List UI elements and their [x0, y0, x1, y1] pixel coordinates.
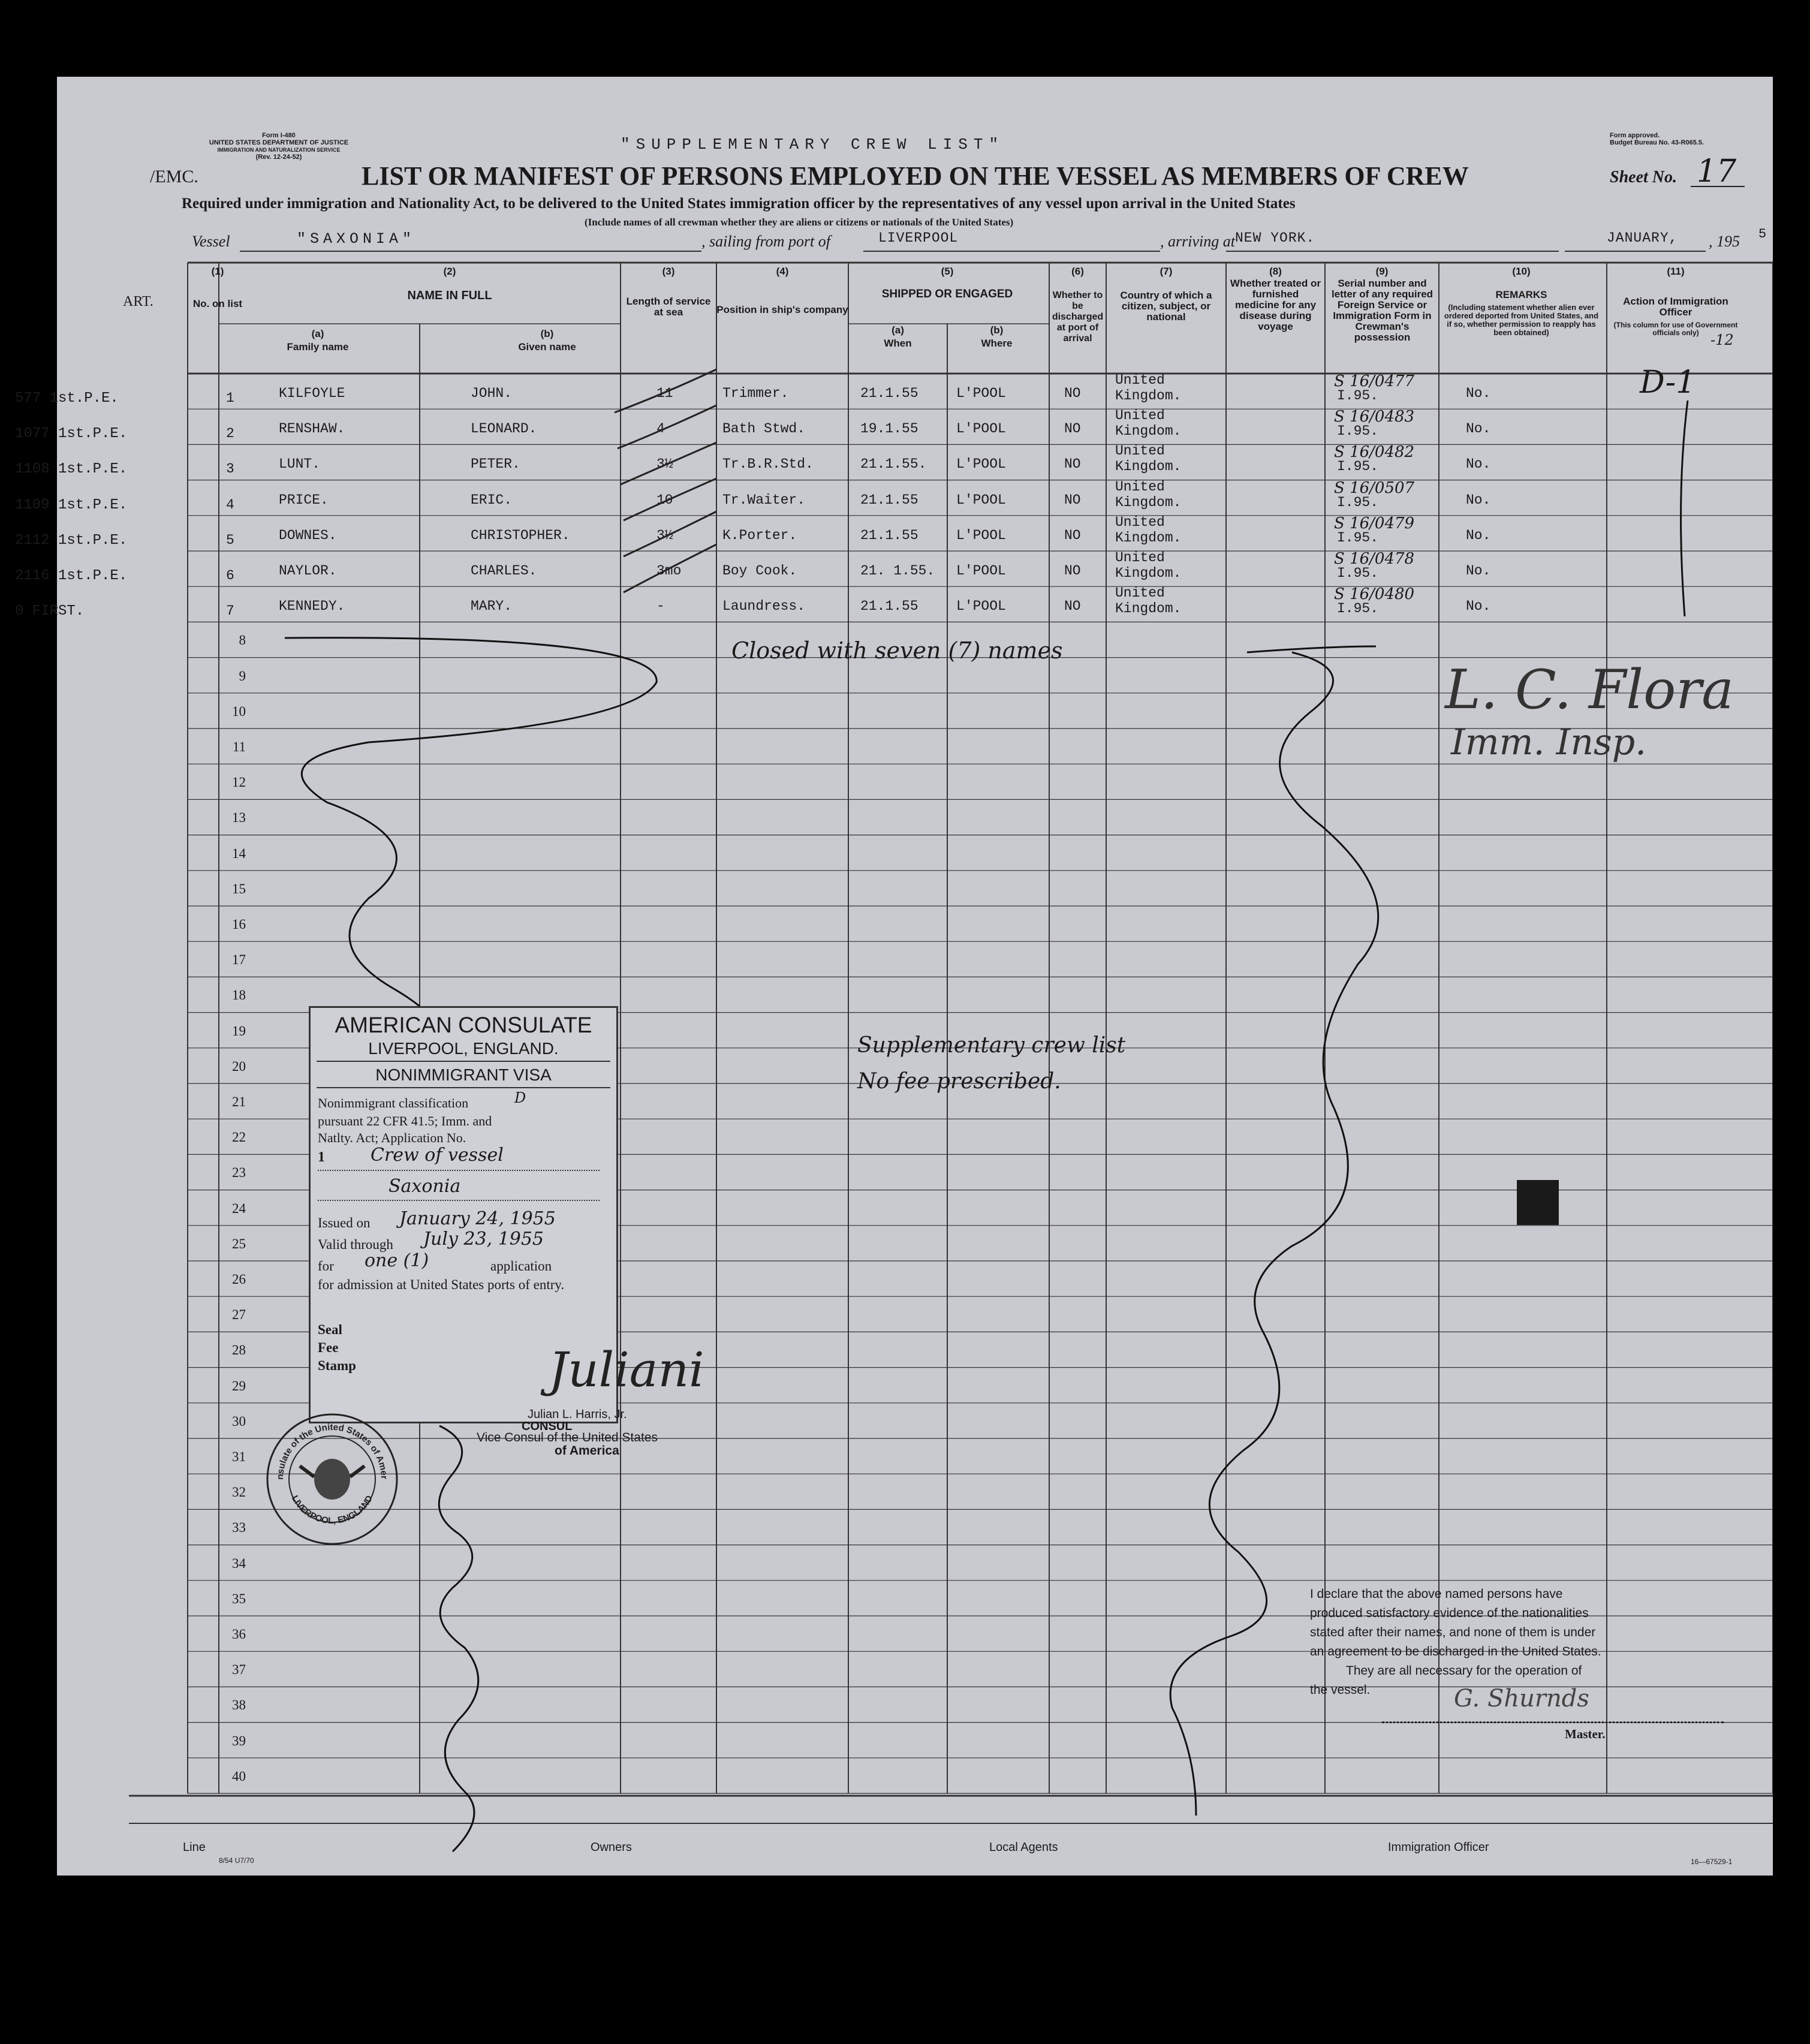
required-statement: Required under immigration and Nationality Act, to be delivered to the United States immigration officer by the representatives of any vessel upon arrival in the United States [182, 195, 1296, 212]
service-length: 4 [656, 421, 665, 437]
col7-header: Country of which a citizen, subject, or national [1120, 290, 1212, 323]
empty-row-number: 23 [232, 1165, 246, 1181]
serial-number: S 16/0478 [1334, 550, 1415, 568]
empty-row-number: 40 [232, 1768, 246, 1784]
stamp-divider [317, 1087, 610, 1088]
action-note: -12 [1710, 332, 1734, 348]
art-number: 0 FIRST. [15, 603, 85, 620]
art-number: 2116 1st.P.E. [15, 568, 128, 584]
seal-label: Seal [318, 1322, 342, 1337]
service-length: 10 [656, 492, 673, 508]
application-prefix: 1 [318, 1149, 325, 1165]
serial-number: S 16/0507 [1334, 478, 1415, 497]
form-number: I.95. [1337, 601, 1379, 617]
declaration-line: produced satisfactory evidence of the nationalities [1310, 1606, 1589, 1620]
action-d1: D-1 [1640, 365, 1696, 401]
col3-header: Length of service at sea [626, 296, 711, 318]
vice-consul-line2: of America [555, 1444, 619, 1458]
nationality-line1: United [1115, 585, 1165, 601]
empty-row-number: 39 [232, 1733, 246, 1748]
ship-position: Bath Stwd. [722, 421, 806, 437]
remarks: No. [1466, 421, 1491, 437]
col5b-header: Where [981, 338, 1013, 349]
vessel-label: Vessel [192, 233, 230, 250]
seal-bottom-text: LIVERPOOL, ENGLAND [289, 1494, 375, 1527]
declaration-line: I declare that the above named persons have [1310, 1587, 1563, 1601]
ship-position: K.Porter. [722, 527, 797, 543]
col1-header: No. on list [192, 298, 243, 309]
col10-header: REMARKS [1495, 289, 1547, 300]
empty-row-number: 22 [232, 1130, 246, 1145]
application-vessel: Saxonia [388, 1176, 461, 1197]
list-number: 5 [226, 532, 234, 548]
service-name: IMMIGRATION AND NATURALIZATION SERVICE [217, 147, 341, 153]
action-line [1681, 401, 1688, 616]
col6-number: (6) [1071, 266, 1084, 277]
shipped-date: 21.1.55 [860, 386, 918, 401]
col11-header: Action of Immigration Officer [1623, 296, 1728, 318]
col8-header: Whether treated or furnished medicine for any disease during voyage [1230, 278, 1321, 332]
crew-manifest-page [15, 77, 1773, 1876]
application-word: application [490, 1259, 552, 1274]
family-name: LUNT. [279, 456, 321, 472]
nationality-line1: United [1115, 478, 1165, 495]
form-number: I.95. [1337, 494, 1379, 510]
footer-right-code: 16—67529-1 [1691, 1858, 1733, 1866]
footer-agents-label: Local Agents [989, 1841, 1058, 1854]
cancel-line [439, 1426, 478, 1852]
empty-row-number: 30 [232, 1413, 246, 1429]
form-approved: Form approved. [1610, 132, 1660, 139]
list-number: 6 [226, 568, 234, 583]
col5a-header: When [884, 338, 912, 349]
fee-label: Fee [318, 1340, 339, 1355]
classification-value: D [514, 1089, 526, 1106]
shipped-port: L'POOL [956, 456, 1006, 472]
col2a-letter: (a) [311, 328, 324, 339]
empty-row-number: 33 [232, 1520, 246, 1536]
declaration-line: the vessel. [1310, 1683, 1371, 1697]
admission-text: for admission at United States ports of entry. [318, 1277, 565, 1292]
shipped-date: 21.1.55 [860, 527, 918, 543]
col4-number: (4) [776, 266, 789, 277]
given-name: ERIC. [471, 492, 513, 508]
empty-row-number: 20 [232, 1058, 246, 1074]
departure-port: LIVERPOOL [878, 230, 959, 246]
col2-header: NAME IN FULL [407, 289, 492, 302]
given-name: CHRISTOPHER. [471, 527, 570, 543]
col7-number: (7) [1160, 266, 1173, 277]
sheet-number: 17 [1697, 153, 1737, 189]
empty-row-number: 27 [232, 1307, 246, 1323]
col11-number: (11) [1667, 266, 1685, 277]
inspector-title: Imm. Insp. [1451, 721, 1647, 763]
nationality-line2: Kingdom. [1115, 601, 1182, 617]
empty-row-number: 9 [239, 668, 246, 684]
family-name: KENNEDY. [279, 598, 345, 615]
strike-mark [624, 478, 716, 520]
dotted-line [318, 1170, 600, 1171]
ship-position: Trimmer. [722, 386, 789, 401]
col9-number: (9) [1375, 266, 1389, 277]
family-name: PRICE. [279, 492, 329, 508]
given-name: LEONARD. [471, 421, 537, 437]
consul-signature: Juliani [549, 1342, 704, 1398]
empty-row-number: 10 [232, 703, 246, 719]
cancel-line [285, 638, 656, 1066]
col5a-letter: (a) [892, 324, 904, 336]
ship-position: Boy Cook. [722, 563, 797, 579]
sailing-label: , sailing from port of [701, 233, 831, 250]
remarks: No. [1466, 527, 1491, 543]
empty-row-number: 28 [232, 1342, 246, 1358]
empty-row-number: 31 [232, 1449, 246, 1464]
empty-row-number: 18 [232, 988, 246, 1003]
empty-row-number: 21 [232, 1094, 246, 1109]
empty-row-number: 8 [239, 633, 246, 648]
shipped-port: L'POOL [956, 563, 1006, 579]
issued-label: Issued on [318, 1215, 371, 1230]
declaration-line: They are all necessary for the operation of [1346, 1664, 1582, 1678]
serial-number: S 16/0479 [1334, 514, 1415, 532]
form-code: /EMC. [150, 167, 198, 186]
empty-row-number: 35 [232, 1591, 246, 1606]
closed-note: Closed with seven (7) names [731, 637, 1063, 664]
col5-header: SHIPPED OR ENGAGED [881, 288, 1013, 300]
empty-row-number: 36 [232, 1627, 246, 1642]
nationality-line1: United [1115, 372, 1165, 388]
col2b-header: Given name [518, 341, 576, 353]
declaration-line: stated after their names, and none of them is under [1310, 1625, 1596, 1639]
empty-row-number: 16 [232, 917, 246, 932]
classification-label: Nonimmigrant classification [318, 1095, 469, 1110]
col5-number: (5) [941, 266, 954, 277]
form-number: Form I-480 [262, 132, 296, 139]
footer-officer-label: Immigration Officer [1388, 1841, 1489, 1854]
discharge-status: NO [1064, 456, 1081, 472]
list-number: 1 [226, 390, 234, 406]
col8-number: (8) [1269, 266, 1282, 277]
list-number: 2 [226, 426, 234, 442]
service-length: 3½ [656, 456, 673, 472]
given-name: MARY. [471, 598, 513, 615]
serial-number: S 16/0477 [1334, 372, 1415, 390]
supplementary-note-line2: No fee prescribed. [857, 1069, 1061, 1094]
family-name: KILFOYLE [279, 386, 345, 401]
empty-row-number: 37 [232, 1662, 246, 1678]
main-title: LIST OR MANIFEST OF PERSONS EMPLOYED ON THE VESSEL AS MEMBERS OF CREW [362, 161, 1469, 191]
valid-label: Valid through [318, 1237, 393, 1252]
col6-header: Whether to be discharged at port of arrival [1052, 290, 1104, 344]
shipped-port: L'POOL [956, 421, 1006, 437]
shipped-date: 19.1.55 [860, 421, 918, 437]
discharge-status: NO [1064, 598, 1081, 615]
nationality-line1: United [1115, 408, 1165, 424]
nationality-line2: Kingdom. [1115, 565, 1182, 581]
master-signature-line [1382, 1721, 1724, 1723]
nationality-line2: Kingdom. [1115, 529, 1182, 546]
shipped-port: L'POOL [956, 598, 1006, 615]
remarks: No. [1466, 386, 1491, 401]
application-label: Natlty. Act; Application No. [318, 1130, 466, 1145]
consul-title: CONSUL [522, 1420, 573, 1433]
discharge-status: NO [1064, 421, 1081, 437]
strike-mark [618, 405, 716, 448]
master-label: Master. [1565, 1727, 1606, 1741]
col4-header: Position in ship's company [716, 304, 848, 315]
arrival-year-label: , 195 [1709, 233, 1740, 250]
application-count: one (1) [365, 1250, 429, 1271]
discharge-status: NO [1064, 386, 1081, 401]
art-number: 1108 1st.P.E. [15, 461, 128, 478]
for-label: for [318, 1259, 334, 1274]
empty-row-number: 17 [232, 952, 246, 968]
art-number: 2112 1st.P.E. [15, 532, 128, 549]
nationality-line1: United [1115, 514, 1165, 530]
empty-row-number: 29 [232, 1378, 246, 1393]
ship-position: Tr.B.R.Std. [722, 456, 814, 472]
consulate-location: LIVERPOOL, ENGLAND. [368, 1039, 559, 1058]
include-statement: (Include names of all crewman whether they are aliens or citizens or nationals of the United States) [585, 216, 1014, 228]
strike-mark [621, 442, 716, 484]
discharge-status: NO [1064, 563, 1081, 579]
discharge-status: NO [1064, 492, 1081, 508]
col1-number: (1) [211, 266, 224, 277]
col3-number: (3) [662, 266, 675, 277]
remarks: No. [1466, 563, 1491, 579]
empty-row-number: 34 [232, 1555, 246, 1571]
footer-line-label: Line [183, 1841, 206, 1854]
supplementary-note-line1: Supplementary crew list [857, 1033, 1126, 1058]
arrival-port: NEW YORK. [1235, 230, 1315, 246]
nationality-line2: Kingdom. [1115, 459, 1182, 475]
budget-bureau: Budget Bureau No. 43-R065.5. [1610, 139, 1704, 146]
nationality-line2: Kingdom. [1115, 494, 1182, 510]
shipped-port: L'POOL [956, 492, 1006, 508]
empty-row-number: 12 [232, 775, 246, 790]
art-number: 577 1st.P.E. [15, 390, 119, 407]
given-name: CHARLES. [471, 563, 537, 579]
cfr-reference: pursuant 22 CFR 41.5; Imm. and [318, 1113, 492, 1128]
shipped-date: 21.1.55. [860, 456, 927, 472]
col2-number: (2) [443, 266, 456, 277]
nationality-line2: Kingdom. [1115, 388, 1182, 404]
col10-number: (10) [1512, 266, 1531, 277]
application-crew: Crew of vessel [371, 1145, 504, 1166]
empty-row-number: 15 [232, 881, 246, 896]
family-name: RENSHAW. [279, 421, 345, 437]
strike-mark [624, 511, 716, 556]
family-name: DOWNES. [279, 527, 337, 543]
strike-mark [615, 369, 716, 413]
form-number: I.95. [1337, 423, 1379, 439]
shipped-port: L'POOL [956, 527, 1006, 543]
shipped-port: L'POOL [956, 386, 1006, 401]
col11-subheader: (This column for use of Government officials only) [1613, 321, 1738, 337]
service-length: 3½ [656, 527, 673, 543]
shipped-date: 21. 1.55. [860, 563, 935, 579]
footer-owners-label: Owners [591, 1841, 632, 1854]
revision-date: (Rev. 12-24-52) [255, 153, 302, 161]
valid-date: July 23, 1955 [423, 1229, 544, 1250]
col2b-letter: (b) [540, 328, 554, 339]
col9-header: Serial number and letter of any required Foreign Service or Immigration Form in Crewman's possession [1331, 278, 1433, 343]
serial-number: S 16/0483 [1334, 408, 1415, 426]
empty-row-number: 19 [232, 1023, 246, 1038]
nationality-line2: Kingdom. [1115, 423, 1182, 439]
serial-number: S 16/0482 [1334, 443, 1415, 462]
eagle-emblem-icon [314, 1459, 350, 1500]
arrival-month: JANUARY, [1607, 230, 1678, 246]
shipped-date: 21.1.55 [860, 492, 918, 508]
given-name: PETER. [471, 456, 520, 472]
supplementary-title: "SUPPLEMENTARY CREW LIST" [621, 136, 1005, 153]
vessel-name: "SAXONIA" [297, 230, 416, 248]
list-number: 4 [226, 496, 234, 513]
visa-type: NONIMMIGRANT VISA [375, 1065, 552, 1084]
empty-row-number: 24 [232, 1200, 246, 1216]
dotted-line [318, 1200, 600, 1201]
serial-number: S 16/0480 [1334, 585, 1415, 604]
consulate-seal [264, 1411, 400, 1548]
service-length: 3mo [656, 563, 682, 579]
form-number: I.95. [1337, 565, 1379, 581]
form-number: I.95. [1337, 388, 1379, 404]
empty-row-number: 26 [232, 1272, 246, 1287]
service-length: 11 [656, 386, 673, 401]
ship-position: Tr.Waiter. [722, 492, 806, 508]
strike-mark [624, 544, 716, 592]
given-name: JOHN. [471, 386, 513, 401]
declaration-line: an agreement to be discharged in the United States. [1310, 1645, 1601, 1658]
stamp-label: Stamp [318, 1358, 356, 1373]
empty-row-number: 13 [232, 810, 246, 826]
seal-top-text: nsulate of the United States of Amer [275, 1422, 390, 1480]
form-number: I.95. [1337, 459, 1379, 475]
shipped-date: 21.1.55 [860, 598, 918, 615]
arriving-label: , arriving at [1160, 233, 1235, 250]
list-number: 3 [226, 461, 234, 477]
stamp-divider [317, 1061, 610, 1062]
issued-date: January 24, 1955 [399, 1208, 556, 1229]
art-label: ART. [123, 294, 153, 309]
footer-left-code: 8/54 U7/70 [219, 1856, 254, 1865]
remarks: No. [1466, 598, 1491, 615]
empty-row-number: 32 [232, 1485, 246, 1500]
arrival-year-digit: 5 [1758, 227, 1767, 242]
ship-position: Laundress. [722, 598, 806, 615]
family-name: NAYLOR. [279, 563, 337, 579]
empty-row-number: 38 [232, 1697, 246, 1713]
master-declaration [1310, 1585, 1730, 1700]
form-number: I.95. [1337, 529, 1379, 546]
remarks: No. [1466, 456, 1491, 472]
empty-row-number: 11 [232, 739, 246, 754]
empty-row-number: 14 [232, 845, 246, 861]
col5b-letter: (b) [990, 324, 1004, 336]
col10-subheader: (Including statement whether alien ever ordered deported from United States, and if so, whether permission to reapply has been obtained) [1444, 303, 1599, 337]
consulate-name: AMERICAN CONSULATE [335, 1013, 592, 1037]
sheet-label: Sheet No. [1610, 168, 1677, 186]
nationality-line1: United [1115, 550, 1165, 565]
col2a-header: Family name [287, 341, 349, 353]
empty-row-number: 25 [232, 1236, 246, 1251]
consul-name: Julian L. Harris, Jr. [528, 1408, 627, 1421]
art-number: 1109 1st.P.E. [15, 496, 128, 513]
service-length: - [656, 598, 665, 615]
remarks: No. [1466, 492, 1491, 508]
discharge-status: NO [1064, 527, 1081, 543]
art-number: 1077 1st.P.E. [15, 426, 128, 442]
list-number: 7 [226, 603, 234, 619]
nationality-line1: United [1115, 443, 1165, 459]
ink-blot [1517, 1180, 1559, 1225]
inspector-signature: L. C. Flora [1445, 658, 1734, 721]
vice-consul-line1: Vice Consul of the United States [477, 1431, 658, 1444]
master-signature: G. Shurnds [1454, 1685, 1589, 1712]
department-name: UNITED STATES DEPARTMENT OF JUSTICE [209, 139, 349, 146]
